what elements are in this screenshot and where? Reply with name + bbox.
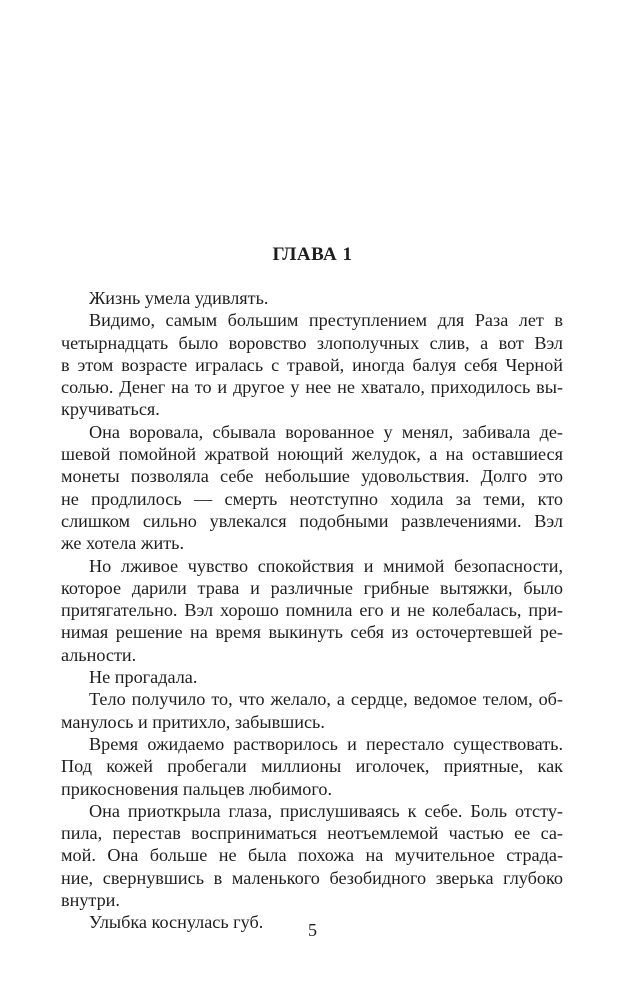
text-line: мой. Она больше не была похожа на мучительное страда- <box>61 845 563 866</box>
text-line: манулось и притихло, забывшись. <box>61 711 325 732</box>
text-line: же хотела жить. <box>61 533 185 554</box>
text-line: четырнадцать было воровство злополучных слив, а вот Вэл <box>61 332 563 353</box>
text-line: Но лживое чувство спокойствия и мнимой безопасности, <box>89 555 563 576</box>
text-line: кручиваться. <box>61 399 160 420</box>
text-line: не продлилось — смерть неотступно ходила за теми, кто <box>61 488 563 509</box>
text-line: шевой помойной жратвой ноющий желудок, а на оставшиеся <box>61 444 563 465</box>
text-line: альности. <box>61 644 137 665</box>
text-line: ние, свернувшись в маленького безобидного зверька глубоко <box>61 867 563 888</box>
text-line: прикосновения пальцев любимого. <box>61 778 333 799</box>
text-line: Видимо, самым большим преступлением для Раза лет в <box>89 310 563 331</box>
text-line: в этом возрасте игралась с травой, иногда балуя себя Черной <box>61 354 563 375</box>
text-line: Жизнь умела удивлять. <box>89 288 269 308</box>
text-line: солью. Денег на то и другое у нее не хватало, приходилось вы- <box>61 377 563 398</box>
text-line: которое дарили трава и различные грибные вытяжки, было <box>61 577 563 598</box>
text-line: слишком сильно увлекался подобными развлечениями. Вэл <box>61 510 563 531</box>
text-line: пила, перестав восприниматься неотъемлемой частью ее са- <box>61 823 563 844</box>
text-line: Время ожидаемо растворилось и перестало существовать. <box>89 733 563 754</box>
text-line: Она воровала, сбывала ворованное у менял, забивала де- <box>89 421 563 442</box>
chapter-title: ГЛАВА 1 <box>272 244 353 265</box>
text-line: нимая решение на время выкинуть себя из осточертевшей ре- <box>61 622 563 643</box>
text-line: Тело получило то, что желало, а сердце, ведомое телом, об- <box>89 689 563 710</box>
text-line: монеты позволяла себе небольшие удовольствия. Долго это <box>61 466 563 487</box>
text-line: внутри. <box>61 890 120 911</box>
text-line: Под кожей пробегали миллионы иголочек, приятные, как <box>61 756 563 777</box>
text-line: Не прогадала. <box>89 667 198 688</box>
text-line: притягательно. Вэл хорошо помнила его и не колебалась, при- <box>61 600 563 621</box>
page-number: 5 <box>308 920 317 940</box>
chapter-body <box>61 287 563 934</box>
text-line: Она приоткрыла глаза, прислушиваясь к себе. Боль отсту- <box>89 800 563 821</box>
text-line: Улыбка коснулась губ. <box>89 912 264 933</box>
